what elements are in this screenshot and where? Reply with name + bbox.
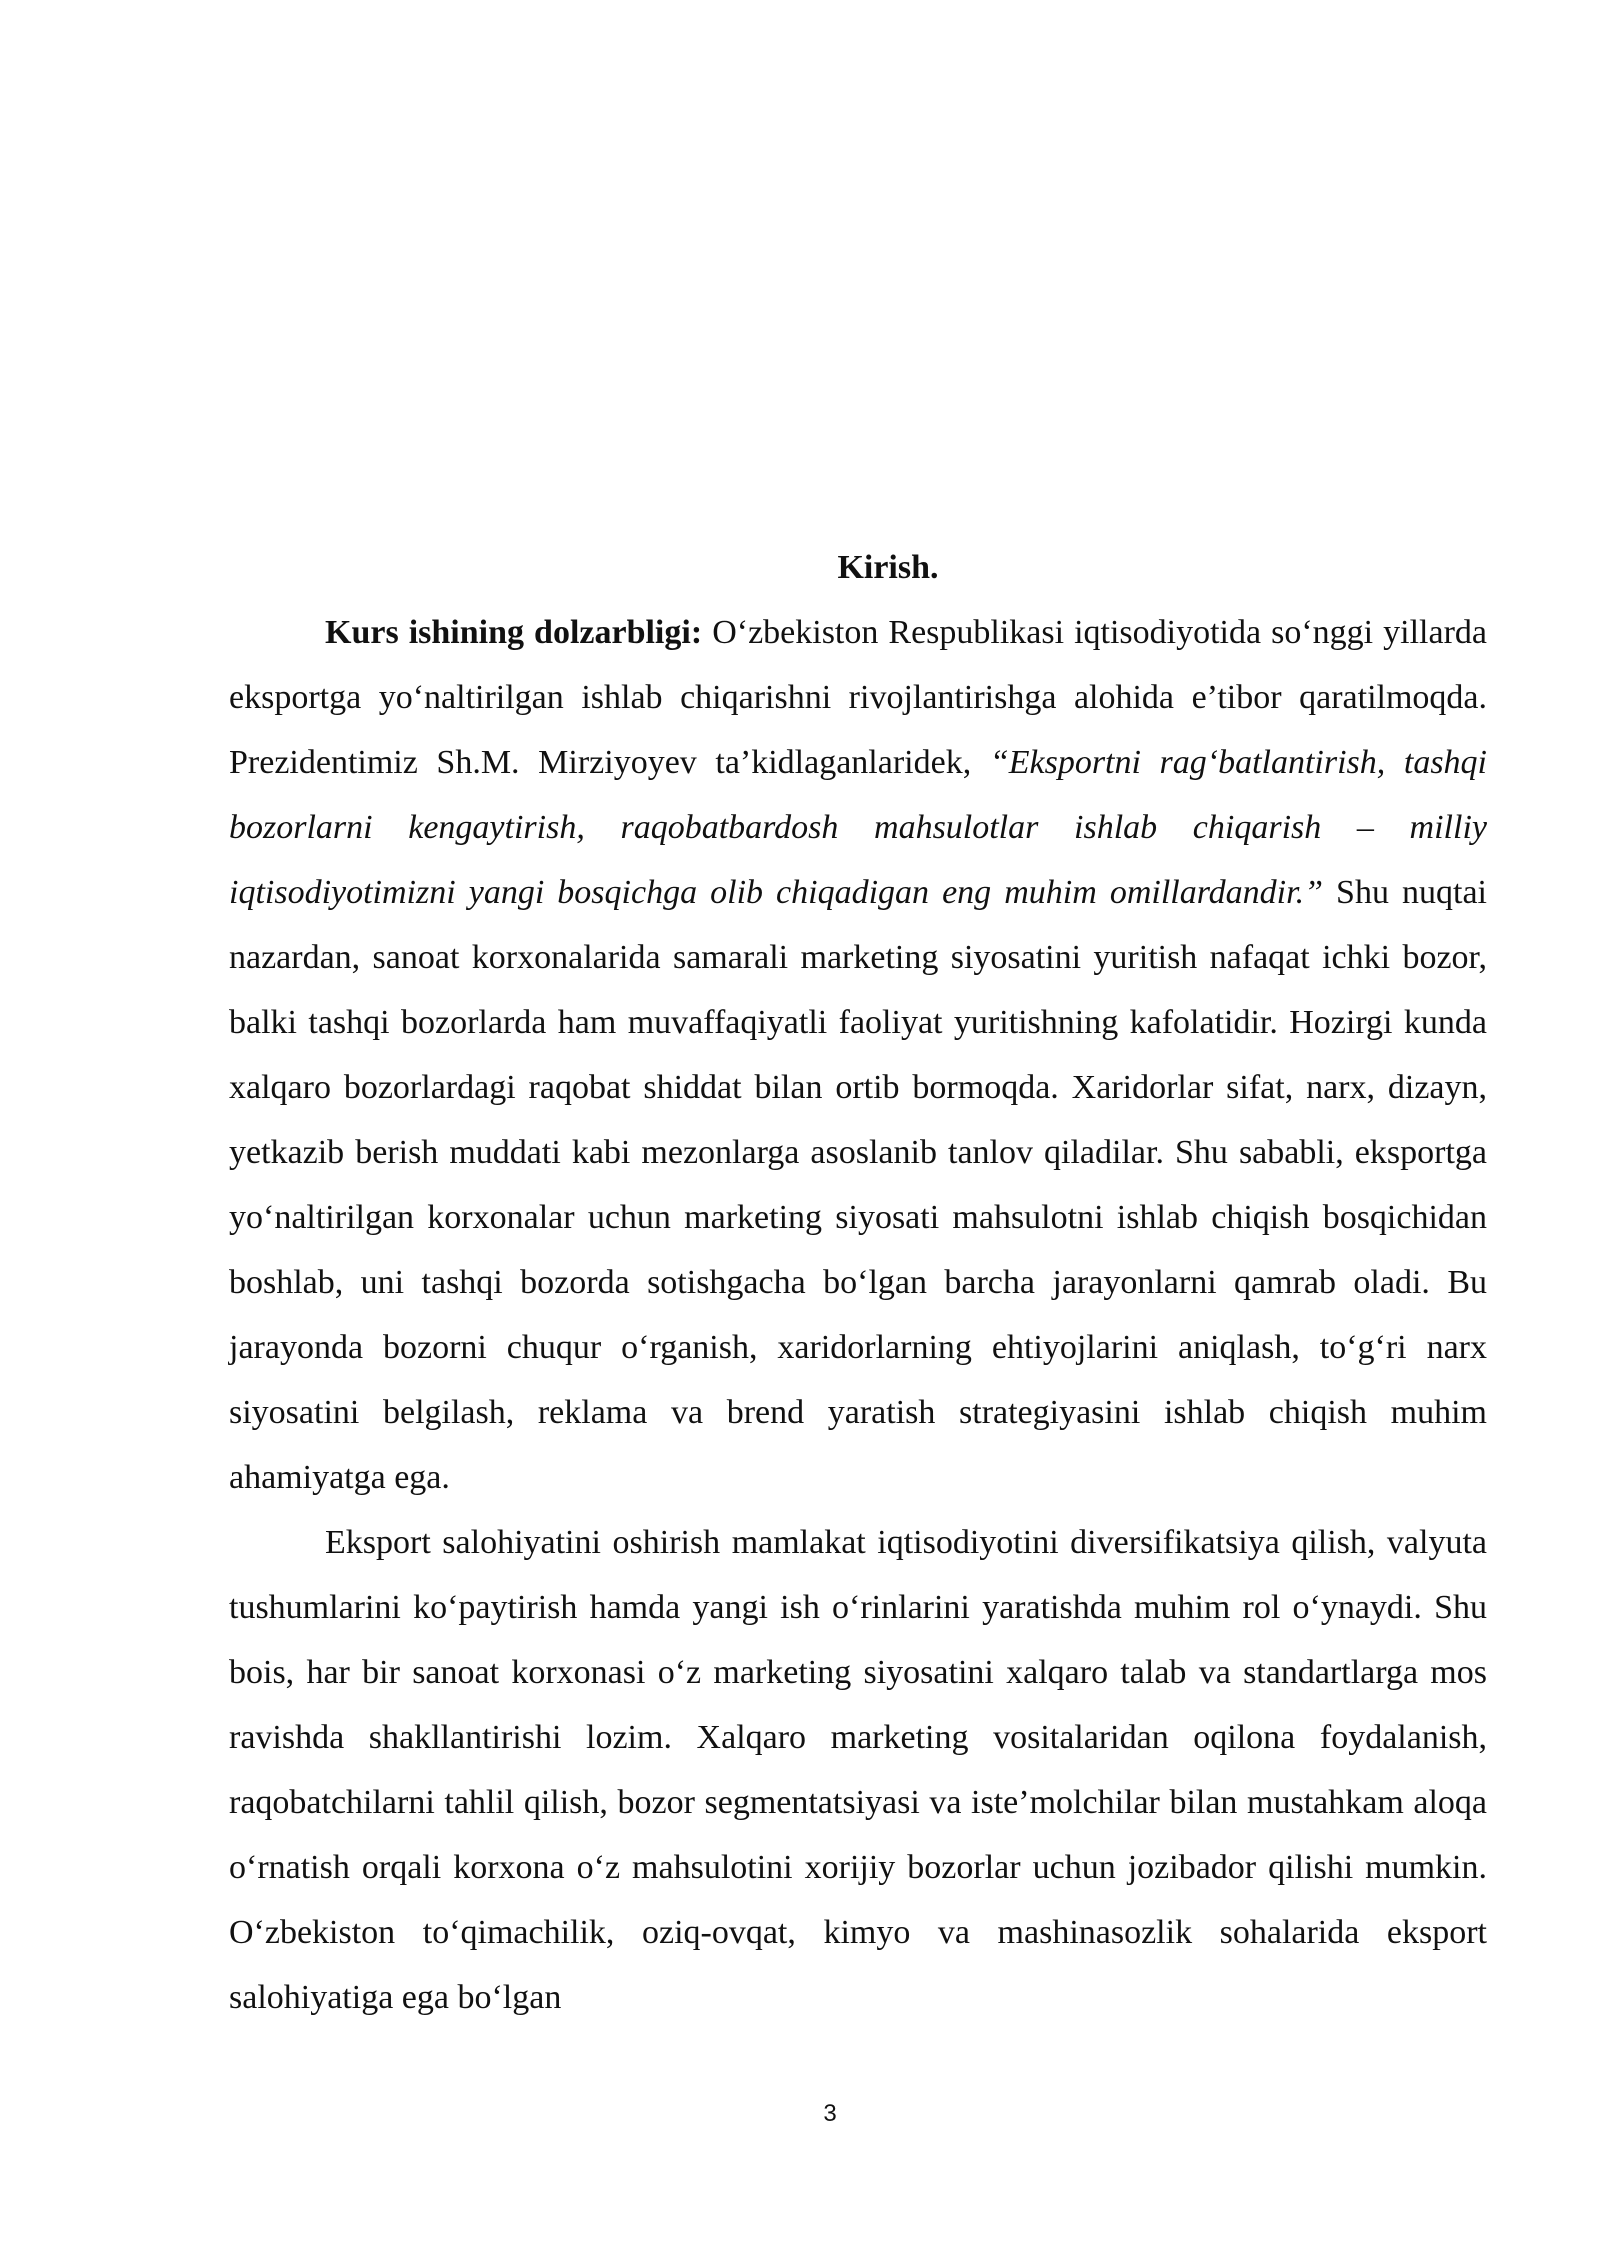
document-body [229,535,1487,2030]
paragraph-relevance [229,600,1487,1510]
relevance-heading: Kurs ishining dolzarbligi: [325,614,703,651]
paragraph-export-potential: Eksport salohiyatini oshirish mamlakat iqtisodiyotini diversifikatsiya qilish, valyuta tushumlarini ko‘paytirish hamda yangi ish o‘rinlarini yaratishda muhim rol o‘ynaydi. Shu bois, har bir sanoat korxonasi o‘z marketing siyosatini xalqaro talab va standartlarga mos ravishda shakllantirishi lozim. Xalqaro marketing vositalaridan oqilona foydalanish, raqobatchilarni tahlil qilish, bozor segmentatsiyasi va iste’molchilar bilan mustahkam aloqa o‘rnatish orqali korxona o‘z mahsulotini xorijiy bozorlar uchun jozibador qilishi mumkin. O‘zbekiston to‘qimachilik, oziq-ovqat, kimyo va mashinasozlik sohalarida eksport salohiyatiga ega bo‘lgan [229,1524,1487,2016]
section-title: Kirish. [837,549,939,586]
president-quote: “Eksportni rag‘batlantirish, tashqi bozorlarni kengaytirish, raqobatbardosh mahsulotlar ishlab chiqarish – milliy iqtisodiyotimizni yangi bosqichga olib chiqadigan eng muhim omillardandir.” [229,744,1487,911]
relevance-text-intro: O‘zbekiston Respublikasi iqtisodiyotida so‘nggi yillarda eksportga yo‘naltirilgan ishlab chiqarishni rivojlantirishga alohida e’tibor qaratilmoqda. Prezidentimiz Sh.M. Mirziyoyev ta’kidlaganlaridek, [229,614,1487,781]
page-number: 3 [823,2100,837,2127]
relevance-text-body: Shu nuqtai nazardan, sanoat korxonalarida samarali marketing siyosatini yuritish nafaqat ichki bozor, balki tashqi bozorlarda ham muvaffaqiyatli faoliyat yuritishning kafolatidir. Hozirgi kunda xalqaro bozorlardagi raqobat shiddat bilan ortib bormoqda. Xaridorlar sifat, narx, dizayn, yetkazib berish muddati kabi mezonlarga asoslanib tanlov qiladilar. Shu sababli, eksportga yo‘naltirilgan korxonalar uchun marketing siyosati mahsulotni ishlab chiqish bosqichidan boshlab, uni tashqi bozorda sotishgacha bo‘lgan barcha jarayonlarni qamrab oladi. Bu jarayonda bozorni chuqur o‘rganish, xaridorlarning ehtiyojlarini aniqlash, to‘g‘ri narx siyosatini belgilash, reklama va brend yaratish strategiyasini ishlab chiqish muhim ahamiyatga ega. [229,874,1487,1496]
